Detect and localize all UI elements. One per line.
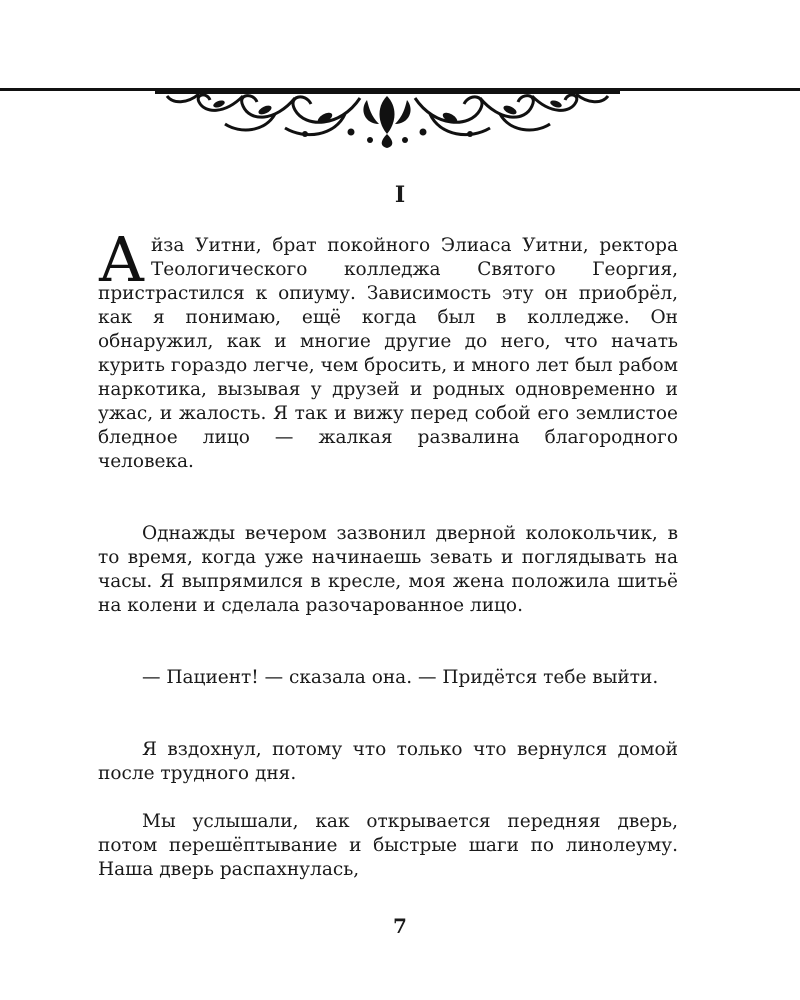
paragraph-4: Я вздохнул, потому что только что вернулся домой после трудного дня. [98,739,678,784]
drop-cap: А [98,223,145,296]
paragraph-3: — Пациент! — сказала она. — Придётся тебе выйти. [142,667,659,688]
page-number: 7 [393,914,407,938]
chapter-number: I [394,182,406,208]
paragraph-5: Мы услышали, как открывается передняя дверь, потом перешёптывание и быстрые шаги по линолеуму. Наша дверь распахнулась, [98,811,678,880]
floral-ornament-header [155,88,620,150]
paragraph-2: Однажды вечером зазвонил дверной колокольчик, в то время, когда уже начинаешь зевать и поглядывать на часы. Я выпрямился в кресле, моя жена положила шитьё на колени и сделала разочарованное лицо. [98,523,678,616]
paragraph-1-text: йза Уитни, брат покойного Элиаса Уитни, ректора Теологического колледжа Святого Георгия, пристрастился к опиуму. Зависимость эту он приобрёл, как я понимаю, ещё когда был в колледже. Он обнаружил, как и многие другие до него, что начать курить гораздо легче, чем бросить, и много лет был рабом наркотика, вызывая у друзей и родных одновременно и ужас, и жалость. Я так и вижу перед собой его землистое бледное лицо — жалкая развалина благородного человека. [98,235,678,472]
paragraph-1 [98,223,678,474]
